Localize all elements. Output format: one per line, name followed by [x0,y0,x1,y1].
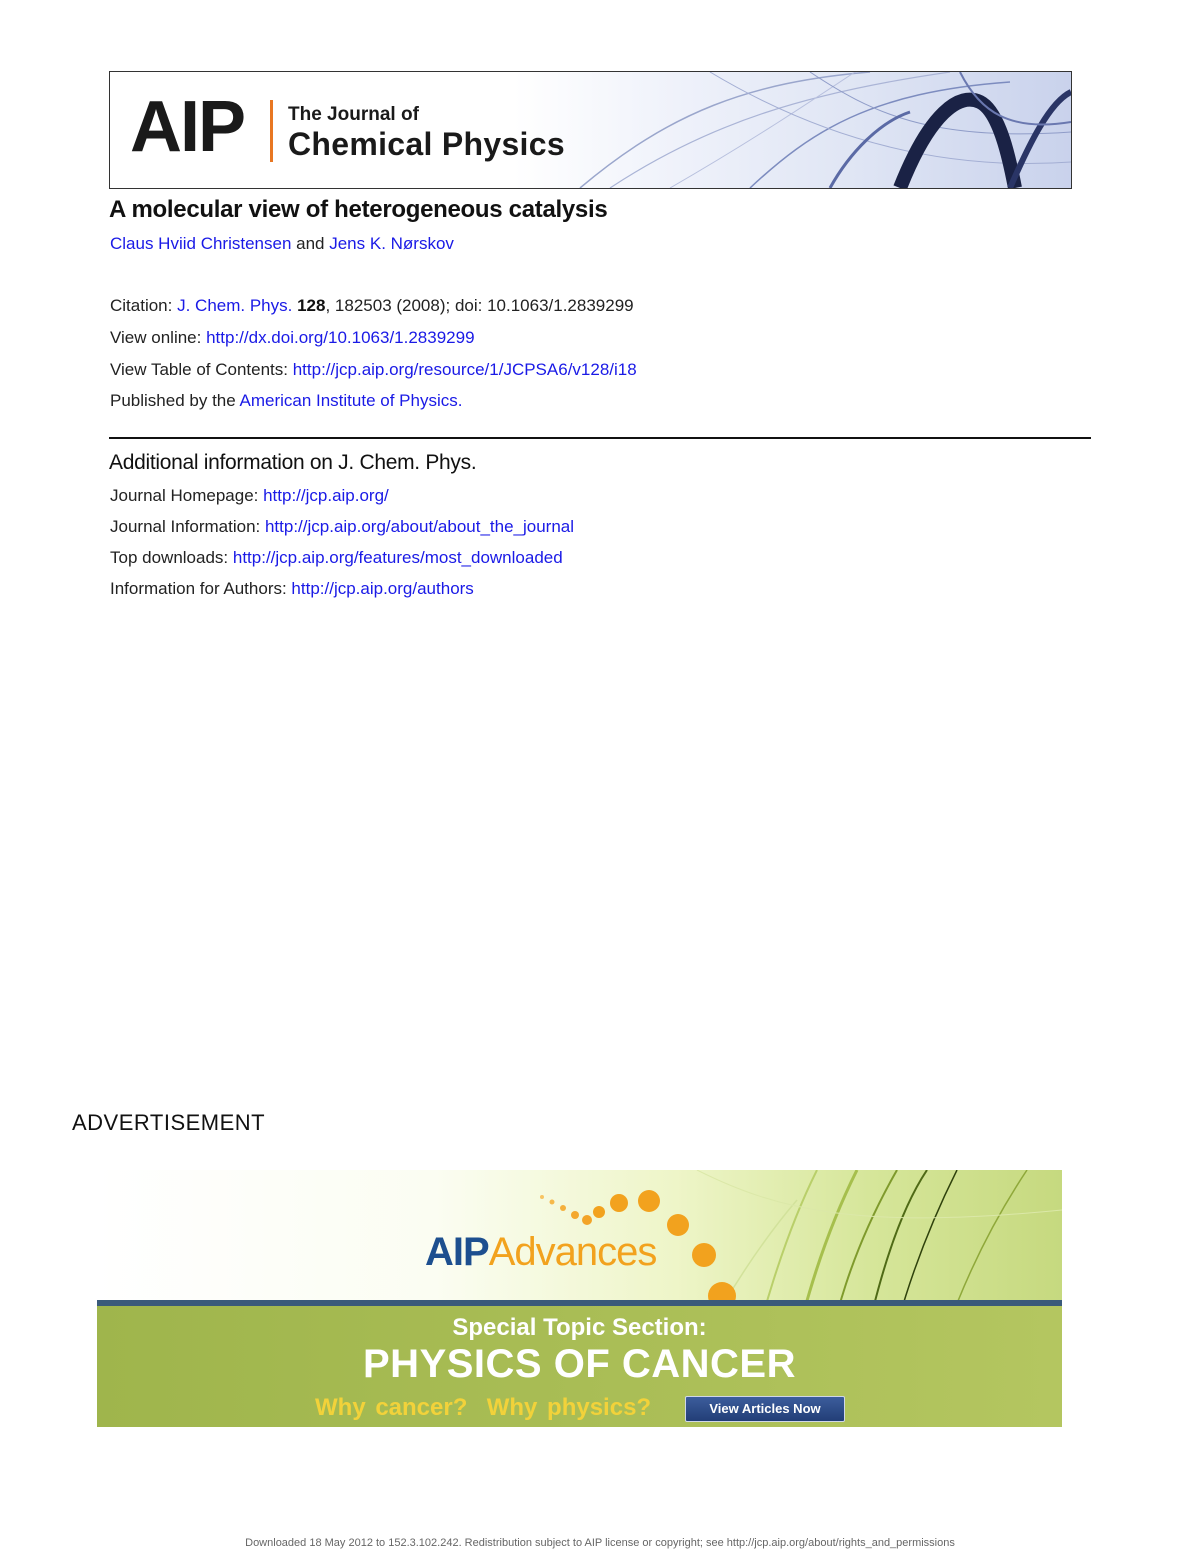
logo-divider [270,100,273,162]
info-item-journal-information [110,517,574,537]
homepage-link[interactable]: http://jcp.aip.org/ [263,486,389,505]
citation-label: Citation: [110,296,178,315]
view-online-label: View online: [110,328,207,347]
ad-special-topic: Special Topic Section: [452,1314,707,1341]
ad-headline: PHYSICS OF CANCER [363,1342,796,1386]
toc-label: View Table of Contents: [110,360,293,379]
journal-name: Chemical Physics [288,126,565,162]
info-item-top-downloads [110,548,563,568]
toc-link[interactable]: http://jcp.aip.org/resource/1/JCPSA6/v128/i18 [292,360,637,379]
info-item-homepage [110,486,389,506]
ad-brand-advances: Advances [488,1230,657,1274]
additional-info-heading: Additional information on J. Chem. Phys. [109,451,477,474]
info-label: Information for Authors: [110,579,292,598]
author-joiner: and [291,234,330,253]
banner-wave-graphic [110,72,1071,188]
author-list [110,234,454,254]
view-online-line [110,328,475,348]
publisher-link[interactable]: American Institute of Physics. [239,391,463,410]
citation-line [110,296,634,316]
publisher-line [110,391,462,411]
info-label: Journal Homepage: [110,486,264,505]
top-downloads-link[interactable]: http://jcp.aip.org/features/most_downloaded [232,548,563,567]
publisher-label: Published by the [110,391,240,410]
info-label: Journal Information: [110,517,265,536]
article-title: A molecular view of heterogeneous catalysis [109,196,608,223]
author-link-norskov[interactable]: Jens K. Nørskov [329,234,454,253]
info-label: Top downloads: [110,548,233,567]
aip-logo: AIP [130,87,245,167]
download-footer: Downloaded 18 May 2012 to 152.3.102.242. Redistribution subject to AIP license or copyright; see http://jcp.aip.org/about/rights_and_permissions [245,1537,955,1549]
journal-name-small: The Journal of [288,104,419,125]
authors-info-link[interactable]: http://jcp.aip.org/authors [291,579,474,598]
journal-info-link[interactable]: http://jcp.aip.org/about/about_the_journal [264,517,575,536]
section-divider [109,437,1091,439]
advertisement-label: ADVERTISEMENT [72,1110,266,1135]
info-item-authors [110,579,474,599]
volume-number: 128 [297,296,326,315]
journal-banner [109,71,1072,189]
author-link-christensen[interactable]: Claus Hviid Christensen [110,234,292,253]
advertisement-banner[interactable] [97,1170,1062,1427]
ad-brand-aip: AIP [425,1230,489,1274]
doi-link[interactable]: http://dx.doi.org/10.1063/1.2839299 [206,328,475,347]
ad-tagline: Why cancer? Why physics? [315,1394,652,1421]
toc-line [110,360,637,380]
journal-link[interactable]: J. Chem. Phys. [177,296,293,315]
aip-advances-logo [425,1230,656,1275]
citation-details: , 182503 (2008); doi: 10.1063/1.2839299 [325,296,634,315]
view-articles-button[interactable]: View Articles Now [685,1396,845,1422]
